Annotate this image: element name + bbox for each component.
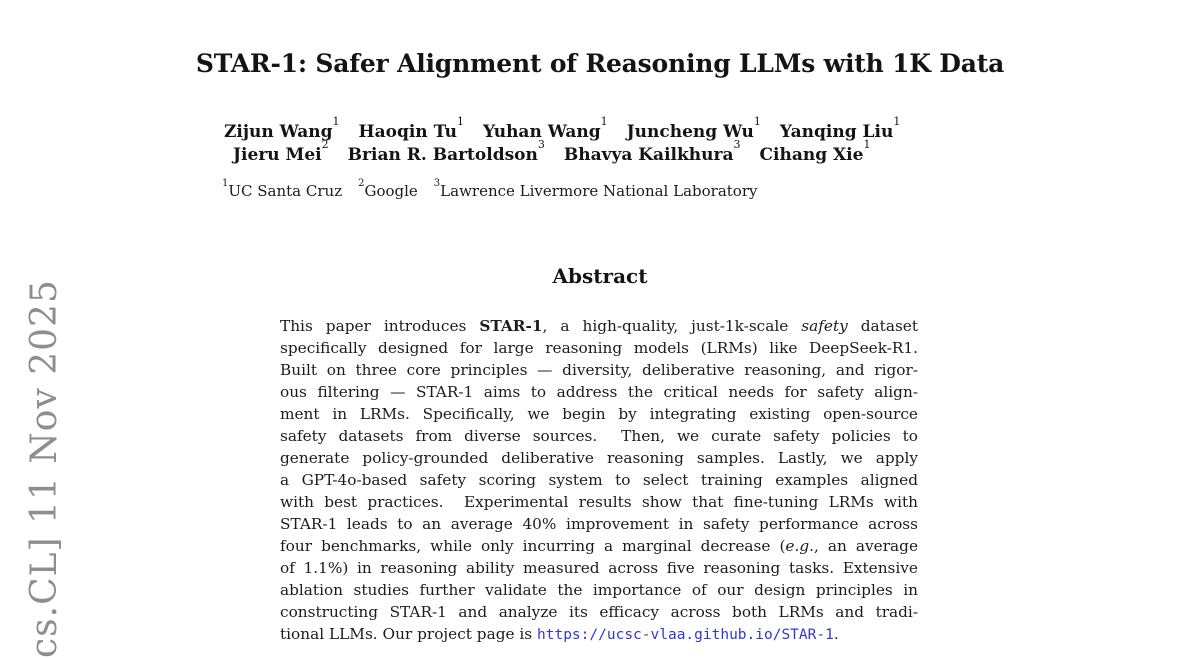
author-affiliation-sup: 1	[332, 115, 340, 129]
author-affiliation-sup: 3	[733, 138, 741, 152]
abstract-text-segment: ment in LRMs. Specifically, we begin by integrating existing open-source	[280, 405, 918, 423]
author-affiliation-sup: 1	[457, 115, 465, 129]
affiliation: $^3$Lawrence Livermore National Laboratory	[433, 177, 758, 200]
affiliation-line	[222, 177, 758, 200]
author-name: Juncheng Wu$^1$	[626, 115, 761, 142]
author-name: Yuhan Wang$^1$	[483, 115, 608, 142]
abstract-text-segment: Built on three core principles — diversity, deliberative reasoning, and rigor-	[280, 361, 918, 379]
abstract-text-segment: safety datasets from diverse sources. Then, we curate safety policies to	[280, 427, 918, 445]
author-name: Zijun Wang$^1$	[224, 115, 340, 142]
author-name: Haoqin Tu$^1$	[358, 115, 465, 142]
abstract-text-segment: four benchmarks, while only incurring a marginal decrease (	[280, 537, 786, 555]
abstract-text-segment: ous filtering — STAR-1 aims to address the critical needs for safety align-	[280, 383, 918, 401]
abstract-text-segment: This paper introduces	[280, 317, 480, 335]
abstract-text-segment: , a high-quality, just-1k-scale	[542, 317, 802, 335]
abstract-heading: Abstract	[552, 264, 648, 288]
abstract-text-segment: tional LLMs. Our project page is	[280, 625, 538, 643]
abstract-text-segment: specifically designed for large reasoning models (LRMs) like DeepSeek-R1.	[280, 339, 918, 357]
author-name: Jieru Mei$^2$	[233, 138, 329, 165]
abstract-line	[280, 359, 918, 381]
author-affiliation-sup: 3	[537, 138, 545, 152]
abstract-line	[280, 623, 918, 645]
abstract-line	[280, 425, 918, 447]
author-affiliation-sup: 1	[753, 115, 761, 129]
abstract-line	[280, 535, 918, 557]
abstract-line	[280, 579, 918, 601]
author-name: Yanqing Liu$^1$	[779, 115, 901, 142]
arxiv-watermark: cs.CL] 11 Nov 2025	[24, 279, 65, 658]
abstract-line	[280, 557, 918, 579]
affiliation-sup: 3	[433, 177, 441, 189]
author-name: Brian R. Bartoldson$^3$	[347, 138, 545, 165]
author-affiliation-sup: 1	[893, 115, 901, 129]
affiliation: $^1$UC Santa Cruz	[222, 177, 343, 200]
abstract-line	[280, 315, 918, 337]
affiliation-sup: 2	[358, 177, 365, 189]
abstract-text-segment: STAR-1 leads to an average 40% improvement in safety performance across	[280, 515, 918, 533]
abstract-text-segment: a GPT-4o-based safety scoring system to select training examples aligned	[280, 471, 918, 489]
abstract-text-segment: safety	[801, 317, 848, 335]
abstract-line	[280, 447, 918, 469]
abstract-text-segment: with best practices. Experimental results show that fine-tuning LRMs with	[280, 493, 918, 511]
affiliation: $^2$Google	[358, 177, 418, 200]
abstract-line	[280, 469, 918, 491]
author-affiliation-sup: 1	[863, 138, 871, 152]
abstract-text-segment: dataset	[847, 317, 918, 335]
abstract-line	[280, 337, 918, 359]
affiliation-sup: 1	[222, 177, 229, 189]
project-page-link[interactable]: https://ucsc-vlaa.github.io/STAR-1	[537, 627, 834, 643]
author-affiliation-sup: 2	[321, 138, 329, 152]
abstract-line	[280, 513, 918, 535]
abstract-body	[280, 315, 918, 645]
author-name: Bhavya Kailkhura$^3$	[563, 138, 741, 165]
abstract-text-segment: constructing STAR-1 and analyze its efficacy across both LRMs and tradi-	[280, 603, 918, 621]
abstract-line	[280, 601, 918, 623]
abstract-line	[280, 491, 918, 513]
paper-title: STAR-1: Safer Alignment of Reasoning LLMs with 1K Data	[195, 49, 1005, 78]
abstract-line	[280, 403, 918, 425]
abstract-text-segment: , an average	[814, 537, 918, 555]
abstract-text-segment: .	[833, 625, 839, 643]
author-affiliation-sup: 1	[600, 115, 608, 129]
abstract-text-segment: STAR-1	[479, 317, 543, 335]
author-name: Cihang Xie$^1$	[759, 138, 871, 165]
abstract-line	[280, 381, 918, 403]
abstract-text-segment: of 1.1%) in reasoning ability measured across five reasoning tasks. Extensive	[280, 559, 918, 577]
abstract-text-segment: e.g.	[785, 537, 814, 555]
abstract-text-segment: generate policy-grounded deliberative reasoning samples. Lastly, we apply	[280, 449, 918, 467]
author-block	[224, 115, 901, 167]
author-line	[224, 138, 900, 167]
abstract-text-segment: ablation studies further validate the importance of our design principles in	[280, 581, 918, 599]
